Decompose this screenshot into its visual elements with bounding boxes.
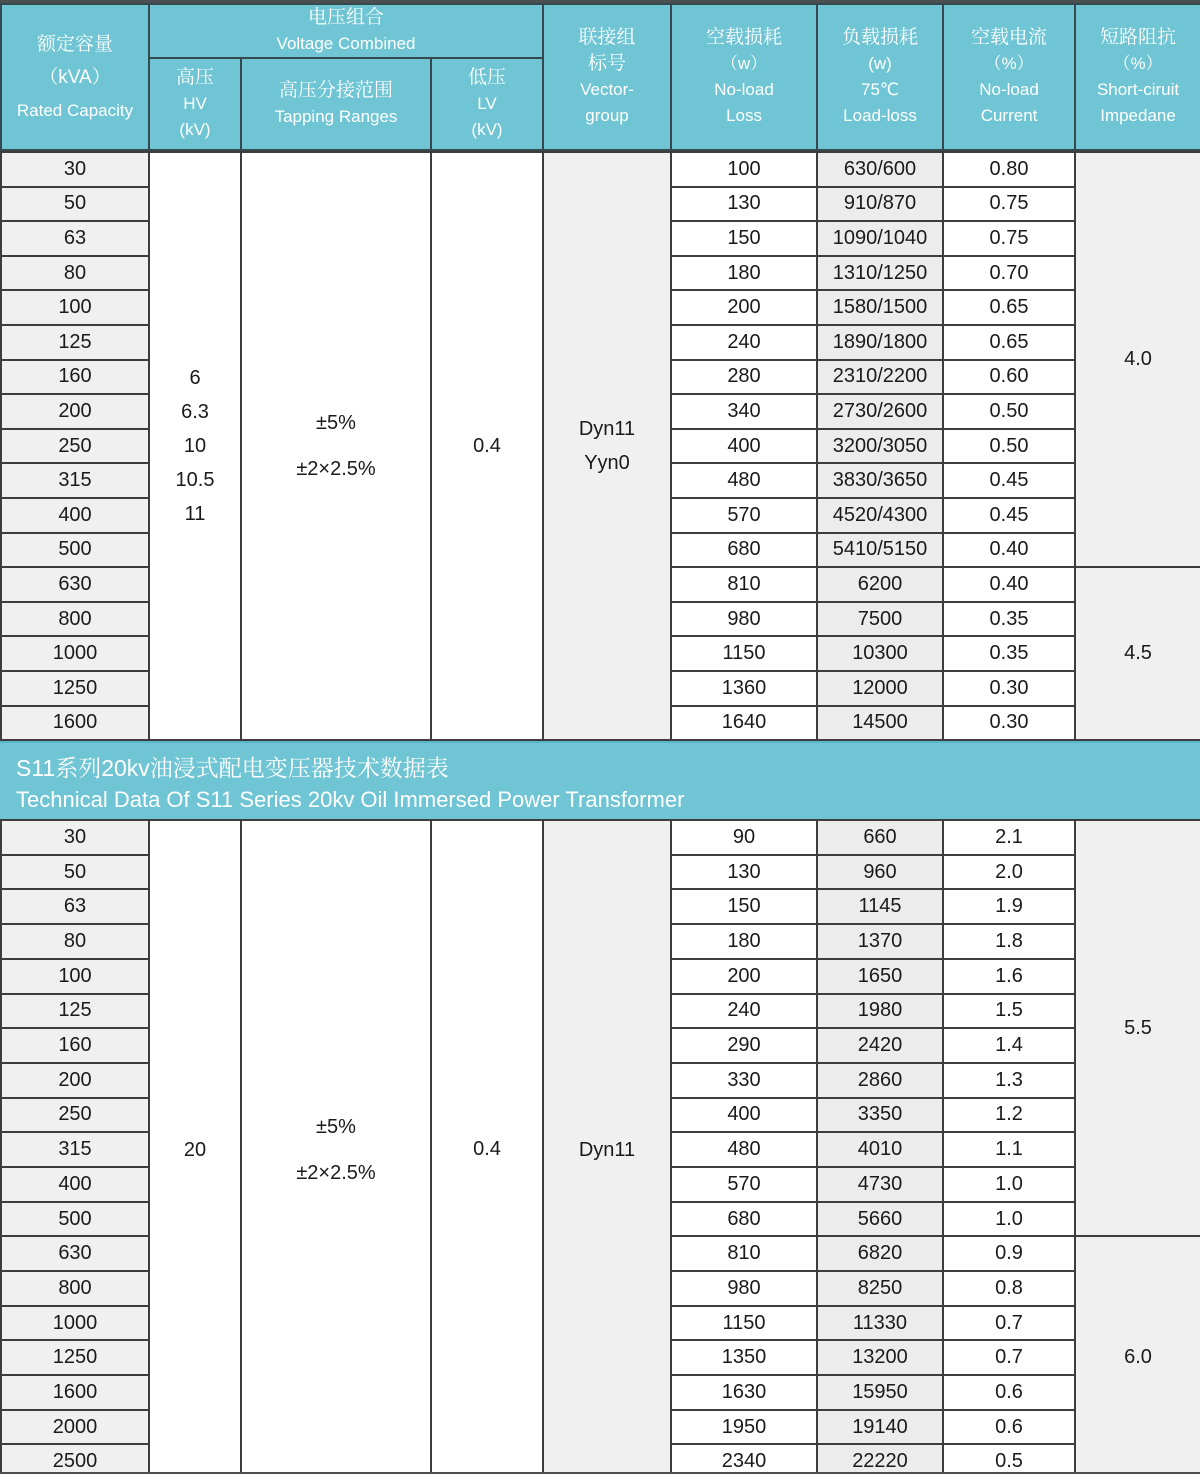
table-row bbox=[1, 152, 1200, 187]
cell-load-loss: 5410/5150 bbox=[817, 533, 943, 568]
cell-no-load-loss: 400 bbox=[671, 1098, 817, 1133]
cell-rated-capacity: 1000 bbox=[1, 636, 149, 671]
cell-no-load-loss: 130 bbox=[671, 187, 817, 222]
cell-rated-capacity: 1250 bbox=[1, 671, 149, 706]
cell-tapping-range bbox=[241, 820, 431, 1474]
cell-no-load-loss: 240 bbox=[671, 325, 817, 360]
cell-no-load-current: 1.4 bbox=[943, 1028, 1075, 1063]
header-rated-capacity-zh: 额定容量 bbox=[36, 33, 113, 55]
cell-no-load-current: 0.30 bbox=[943, 706, 1075, 741]
cell-load-loss: 1145 bbox=[817, 889, 943, 924]
cell-rated-capacity: 500 bbox=[1, 1202, 149, 1237]
cell-no-load-loss: 200 bbox=[671, 290, 817, 325]
cell-rated-capacity: 100 bbox=[1, 959, 149, 994]
cell-load-loss: 4730 bbox=[817, 1167, 943, 1202]
cell-no-load-current: 0.40 bbox=[943, 533, 1075, 568]
cell-no-load-current: 1.2 bbox=[943, 1098, 1075, 1133]
header-tapping-en: Tapping Ranges bbox=[274, 107, 398, 126]
header-impedance bbox=[1075, 4, 1200, 150]
cell-rated-capacity: 315 bbox=[1, 1132, 149, 1167]
cell-rated-capacity: 125 bbox=[1, 325, 149, 360]
cell-rated-capacity: 80 bbox=[1, 924, 149, 959]
cell-no-load-loss: 980 bbox=[671, 1271, 817, 1306]
cell-rated-capacity: 50 bbox=[1, 187, 149, 222]
cell-rated-capacity: 630 bbox=[1, 567, 149, 602]
cell-lv-voltage: 0.4 bbox=[431, 152, 543, 740]
cell-rated-capacity: 315 bbox=[1, 463, 149, 498]
cell-no-load-loss: 680 bbox=[671, 1202, 817, 1237]
cell-rated-capacity: 1600 bbox=[1, 706, 149, 741]
cell-no-load-loss: 570 bbox=[671, 498, 817, 533]
cell-load-loss: 960 bbox=[817, 855, 943, 890]
cell-no-load-loss: 280 bbox=[671, 360, 817, 395]
cell-rated-capacity: 1600 bbox=[1, 1375, 149, 1410]
cell-load-loss: 22220 bbox=[817, 1444, 943, 1474]
header-no-load-current-zh: 空载电流 bbox=[971, 27, 1048, 48]
header-voltage-combined-en: Voltage Combined bbox=[276, 34, 416, 53]
cell-rated-capacity: 63 bbox=[1, 221, 149, 256]
cell-load-loss: 6200 bbox=[817, 567, 943, 602]
cell-rated-capacity: 2000 bbox=[1, 1410, 149, 1445]
cell-no-load-current: 0.80 bbox=[943, 152, 1075, 187]
cell-no-load-current: 0.6 bbox=[943, 1375, 1075, 1410]
header-hv-zh: 高压 bbox=[175, 67, 214, 88]
cell-no-load-loss: 330 bbox=[671, 1063, 817, 1098]
table-header bbox=[0, 3, 1200, 151]
cell-vector-group-line: Dyn11 bbox=[578, 418, 636, 441]
cell-load-loss: 10300 bbox=[817, 636, 943, 671]
cell-no-load-loss: 2340 bbox=[671, 1444, 817, 1474]
cell-no-load-current: 2.1 bbox=[943, 820, 1075, 855]
table-row bbox=[1, 820, 1200, 855]
cell-no-load-current: 1.8 bbox=[943, 924, 1075, 959]
header-tapping-zh: 高压分接范围 bbox=[278, 80, 393, 101]
cell-no-load-current: 1.0 bbox=[943, 1202, 1075, 1237]
cell-load-loss: 14500 bbox=[817, 706, 943, 741]
cell-load-loss: 6820 bbox=[817, 1236, 943, 1271]
cell-hv-voltages bbox=[149, 820, 241, 1474]
header-impedance-unit: （%） bbox=[1113, 54, 1163, 73]
header-load-loss bbox=[817, 4, 943, 150]
header-vector-group-zh1: 联接组 bbox=[578, 27, 636, 48]
cell-vector-group-line: Yyn0 bbox=[584, 452, 630, 475]
cell-tapping-range-line: ±5% bbox=[316, 1115, 356, 1138]
cell-no-load-current: 1.3 bbox=[943, 1063, 1075, 1098]
cell-rated-capacity: 63 bbox=[1, 889, 149, 924]
cell-rated-capacity: 1000 bbox=[1, 1306, 149, 1341]
cell-load-loss: 1090/1040 bbox=[817, 221, 943, 256]
header-load-loss-en: Load-loss bbox=[843, 106, 917, 125]
cell-no-load-current: 0.35 bbox=[943, 602, 1075, 637]
cell-load-loss: 12000 bbox=[817, 671, 943, 706]
cell-vector-group bbox=[543, 820, 671, 1474]
cell-no-load-current: 0.35 bbox=[943, 636, 1075, 671]
data-table-20kv bbox=[0, 819, 1200, 1474]
cell-rated-capacity: 400 bbox=[1, 498, 149, 533]
cell-load-loss: 2860 bbox=[817, 1063, 943, 1098]
cell-load-loss: 8250 bbox=[817, 1271, 943, 1306]
data-table-6-11kv bbox=[0, 151, 1200, 741]
cell-no-load-loss: 290 bbox=[671, 1028, 817, 1063]
header-rated-capacity-unit: （kVA） bbox=[39, 66, 111, 88]
header-voltage-combined bbox=[149, 4, 543, 58]
cell-load-loss: 1580/1500 bbox=[817, 290, 943, 325]
cell-no-load-loss: 1640 bbox=[671, 706, 817, 741]
cell-load-loss: 4010 bbox=[817, 1132, 943, 1167]
cell-no-load-loss: 100 bbox=[671, 152, 817, 187]
cell-rated-capacity: 630 bbox=[1, 1236, 149, 1271]
cell-no-load-loss: 1350 bbox=[671, 1340, 817, 1375]
cell-load-loss: 3200/3050 bbox=[817, 429, 943, 464]
cell-no-load-current: 1.5 bbox=[943, 994, 1075, 1029]
cell-rated-capacity: 250 bbox=[1, 1098, 149, 1133]
cell-load-loss: 630/600 bbox=[817, 152, 943, 187]
cell-rated-capacity: 800 bbox=[1, 1271, 149, 1306]
cell-hv-voltages-line: 10.5 bbox=[175, 469, 215, 492]
header-voltage-combined-zh: 电压组合 bbox=[308, 7, 385, 28]
cell-vector-group bbox=[543, 152, 671, 740]
cell-no-load-current: 2.0 bbox=[943, 855, 1075, 890]
cell-hv-voltages bbox=[149, 152, 241, 740]
cell-no-load-loss: 810 bbox=[671, 567, 817, 602]
cell-rated-capacity: 400 bbox=[1, 1167, 149, 1202]
cell-hv-voltages-line: 6 bbox=[189, 367, 201, 390]
cell-rated-capacity: 800 bbox=[1, 602, 149, 637]
cell-load-loss: 660 bbox=[817, 820, 943, 855]
cell-tapping-range-line: ±2×2.5% bbox=[296, 1161, 376, 1184]
cell-tapping-range bbox=[241, 152, 431, 740]
header-no-load-loss-en1: No-load bbox=[714, 80, 774, 99]
cell-no-load-current: 0.7 bbox=[943, 1340, 1075, 1375]
cell-no-load-loss: 810 bbox=[671, 1236, 817, 1271]
cell-no-load-loss: 1630 bbox=[671, 1375, 817, 1410]
cell-no-load-loss: 180 bbox=[671, 924, 817, 959]
section-banner bbox=[0, 741, 1200, 819]
header-hv-unit: (kV) bbox=[179, 120, 211, 139]
cell-rated-capacity: 200 bbox=[1, 394, 149, 429]
banner-title-en: Technical Data Of S11 Series 20kv Oil Immersed Power Transformer bbox=[16, 787, 685, 813]
cell-load-loss: 1370 bbox=[817, 924, 943, 959]
cell-no-load-current: 0.50 bbox=[943, 429, 1075, 464]
cell-no-load-loss: 240 bbox=[671, 994, 817, 1029]
cell-rated-capacity: 30 bbox=[1, 820, 149, 855]
cell-no-load-loss: 150 bbox=[671, 889, 817, 924]
cell-hv-voltages-line: 10 bbox=[183, 435, 207, 458]
header-lv-zh: 低压 bbox=[468, 67, 507, 88]
cell-no-load-loss: 1950 bbox=[671, 1410, 817, 1445]
cell-tapping-range-line: ±2×2.5% bbox=[296, 458, 376, 481]
cell-short-circuit-impedance: 5.5 bbox=[1075, 820, 1200, 1236]
cell-no-load-loss: 90 bbox=[671, 820, 817, 855]
cell-rated-capacity: 50 bbox=[1, 855, 149, 890]
header-hv-en: HV bbox=[183, 94, 207, 113]
header-no-load-loss-unit: （w） bbox=[720, 54, 768, 73]
cell-no-load-current: 0.50 bbox=[943, 394, 1075, 429]
cell-no-load-current: 0.65 bbox=[943, 290, 1075, 325]
cell-rated-capacity: 500 bbox=[1, 533, 149, 568]
cell-load-loss: 3830/3650 bbox=[817, 463, 943, 498]
cell-no-load-loss: 340 bbox=[671, 394, 817, 429]
cell-load-loss: 13200 bbox=[817, 1340, 943, 1375]
cell-no-load-current: 1.9 bbox=[943, 889, 1075, 924]
cell-short-circuit-impedance: 4.0 bbox=[1075, 152, 1200, 567]
cell-load-loss: 1980 bbox=[817, 994, 943, 1029]
cell-rated-capacity: 30 bbox=[1, 152, 149, 187]
header-load-loss-temp: 75℃ bbox=[861, 80, 900, 99]
cell-vector-group-line: Dyn11 bbox=[578, 1138, 636, 1161]
cell-no-load-current: 1.0 bbox=[943, 1167, 1075, 1202]
cell-no-load-current: 0.75 bbox=[943, 187, 1075, 222]
header-no-load-current-unit: （%） bbox=[984, 54, 1034, 73]
cell-load-loss: 5660 bbox=[817, 1202, 943, 1237]
cell-rated-capacity: 250 bbox=[1, 429, 149, 464]
cell-rated-capacity: 200 bbox=[1, 1063, 149, 1098]
header-tapping-ranges bbox=[241, 58, 431, 150]
cell-no-load-loss: 1150 bbox=[671, 636, 817, 671]
header-vector-group-zh2: 标号 bbox=[588, 53, 627, 74]
cell-load-loss: 7500 bbox=[817, 602, 943, 637]
header-no-load-current bbox=[943, 4, 1075, 150]
cell-no-load-current: 1.6 bbox=[943, 959, 1075, 994]
cell-no-load-current: 0.75 bbox=[943, 221, 1075, 256]
cell-no-load-current: 0.9 bbox=[943, 1236, 1075, 1271]
cell-no-load-loss: 1150 bbox=[671, 1306, 817, 1341]
cell-no-load-loss: 980 bbox=[671, 602, 817, 637]
header-no-load-current-en2: Current bbox=[980, 106, 1038, 125]
cell-lv-voltage: 0.4 bbox=[431, 820, 543, 1474]
cell-no-load-current: 0.45 bbox=[943, 463, 1075, 498]
header-lv-unit: (kV) bbox=[471, 120, 503, 139]
cell-short-circuit-impedance: 4.5 bbox=[1075, 567, 1200, 740]
cell-rated-capacity: 2500 bbox=[1, 1444, 149, 1474]
cell-no-load-current: 0.45 bbox=[943, 498, 1075, 533]
banner-title-zh: S11系列20kv油浸式配电变压器技术数据表 bbox=[16, 755, 449, 782]
header-load-loss-zh: 负载损耗 bbox=[842, 27, 919, 48]
header-vector-group-en2: group bbox=[585, 106, 629, 125]
cell-load-loss: 4520/4300 bbox=[817, 498, 943, 533]
cell-no-load-current: 1.1 bbox=[943, 1132, 1075, 1167]
cell-no-load-loss: 180 bbox=[671, 256, 817, 291]
cell-rated-capacity: 80 bbox=[1, 256, 149, 291]
cell-short-circuit-impedance: 6.0 bbox=[1075, 1236, 1200, 1474]
cell-rated-capacity: 100 bbox=[1, 290, 149, 325]
cell-no-load-current: 0.30 bbox=[943, 671, 1075, 706]
cell-load-loss: 2420 bbox=[817, 1028, 943, 1063]
header-rated-capacity bbox=[1, 4, 149, 150]
header-vector-group bbox=[543, 4, 671, 150]
cell-no-load-loss: 130 bbox=[671, 855, 817, 890]
cell-load-loss: 1890/1800 bbox=[817, 325, 943, 360]
cell-no-load-current: 0.8 bbox=[943, 1271, 1075, 1306]
cell-no-load-current: 0.40 bbox=[943, 567, 1075, 602]
cell-hv-voltages-line: 20 bbox=[183, 1138, 207, 1161]
header-no-load-loss-en2: Loss bbox=[726, 106, 762, 125]
cell-load-loss: 19140 bbox=[817, 1410, 943, 1445]
cell-no-load-current: 0.5 bbox=[943, 1444, 1075, 1474]
cell-load-loss: 3350 bbox=[817, 1098, 943, 1133]
cell-no-load-loss: 200 bbox=[671, 959, 817, 994]
cell-no-load-current: 0.70 bbox=[943, 256, 1075, 291]
header-lv bbox=[431, 58, 543, 150]
cell-load-loss: 2730/2600 bbox=[817, 394, 943, 429]
cell-load-loss: 11330 bbox=[817, 1306, 943, 1341]
header-impedance-zh: 短路阻抗 bbox=[1100, 27, 1177, 48]
cell-rated-capacity: 160 bbox=[1, 1028, 149, 1063]
cell-tapping-range-line: ±5% bbox=[316, 412, 356, 435]
header-load-loss-unit: (w) bbox=[868, 54, 892, 73]
cell-no-load-loss: 150 bbox=[671, 221, 817, 256]
cell-no-load-current: 0.60 bbox=[943, 360, 1075, 395]
cell-no-load-loss: 570 bbox=[671, 1167, 817, 1202]
header-lv-en: LV bbox=[477, 94, 497, 113]
header-vector-group-en1: Vector- bbox=[580, 80, 634, 99]
header-impedance-en1: Short-ciruit bbox=[1096, 80, 1180, 99]
cell-load-loss: 2310/2200 bbox=[817, 360, 943, 395]
cell-no-load-current: 0.7 bbox=[943, 1306, 1075, 1341]
cell-no-load-current: 0.6 bbox=[943, 1410, 1075, 1445]
cell-rated-capacity: 1250 bbox=[1, 1340, 149, 1375]
header-no-load-loss-zh: 空载损耗 bbox=[706, 27, 783, 48]
header-rated-capacity-en: Rated Capacity bbox=[16, 100, 134, 120]
cell-load-loss: 910/870 bbox=[817, 187, 943, 222]
header-no-load-current-en1: No-load bbox=[979, 80, 1039, 99]
header-impedance-en2: Impedane bbox=[1100, 106, 1176, 125]
cell-hv-voltages-line: 11 bbox=[184, 503, 206, 526]
cell-no-load-loss: 680 bbox=[671, 533, 817, 568]
cell-load-loss: 1650 bbox=[817, 959, 943, 994]
cell-no-load-loss: 480 bbox=[671, 463, 817, 498]
cell-load-loss: 15950 bbox=[817, 1375, 943, 1410]
cell-no-load-loss: 480 bbox=[671, 1132, 817, 1167]
header-no-load-loss bbox=[671, 4, 817, 150]
cell-no-load-current: 0.65 bbox=[943, 325, 1075, 360]
cell-load-loss: 1310/1250 bbox=[817, 256, 943, 291]
cell-no-load-loss: 1360 bbox=[671, 671, 817, 706]
cell-hv-voltages-line: 6.3 bbox=[181, 401, 209, 424]
header-hv bbox=[149, 58, 241, 150]
cell-no-load-loss: 400 bbox=[671, 429, 817, 464]
cell-rated-capacity: 125 bbox=[1, 994, 149, 1029]
cell-rated-capacity: 160 bbox=[1, 360, 149, 395]
